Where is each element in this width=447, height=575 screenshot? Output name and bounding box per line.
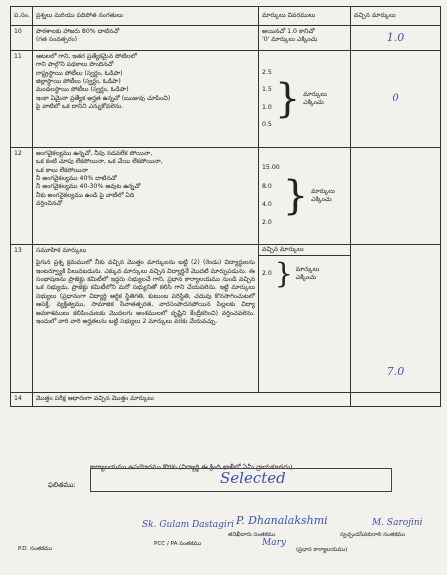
header-no: ప.సం.	[11, 7, 33, 26]
row-question: ఆటలలో గాని, ఇతర ప్రత్యేకమైన పోటిలలో గాని పాల్గొని పథకాలు పొందినచో రాష్ట్రస్థాయి పోటీలు (స్వర్ణం, ఓడిపా) జిల్లాస్థాయి పోటీలు (స్వర్ణం, ఓడిపా) మండలస్థాయి పోటీలు (స్వర్ణం, ఓడిపా) ఇంకా ఏమైనా ప్రత్యేక అర్హత ఉన్నచో (ఋజువు చూపించి) పై వాటిలో ఒక దానిని ఎన్నుకోవలెను.	[33, 51, 259, 148]
row-question: పాఠశాలకు హాజరు 80% దాటినచో (గత సంవత్సరం)	[33, 26, 259, 51]
brace-icon: }	[282, 173, 309, 219]
signature-extra: Mary	[262, 538, 286, 548]
row-paragraph: పైగున ప్రశ్న క్రమములో నీకు వచ్చిన మొత్తం మార్కులను బట్టి (2) (రెండు) విద్యార్థులను ఇంటర్వ్యూకి పిలువబడును. ఎక్కువ మార్కులు వచ్చిన విద్యార్థినే మొదటి మార్పుపడును. ఈ సంభాషణను ప్రాజెక్టు కమిటీలో ఇద్దరు సభ్యులచే గాని, ప్రధాన కార్యాలయము నుండి వచ్చిన ఒక సభ్యుడు, ప్రాజెక్టు కమిటీలోని మరో సభ్యునితో కలిసి గాని చేయవలెను. ఇట్టి మార్కులు సభ్యులు (ప్రధానంగా విద్యార్థి ఆర్థిక స్థితిగతి, కుటుంబ పరిస్థితి, చదువు కొనసాగించుటలో ఆసక్తి, వ్యక్తిత్వము, సామాజిక సేవాతత్పరత, వారసంపాదనపోయిన పిల్లలకు విద్యా అవకాశములు కలిపించుటకు మొదలగు అంశములలో దృష్టిని కేంద్రీకరించి) వర్తించవలెను. ఇందులో వారి వారి అర్హతలను బట్టి సభ్యులు 2 మార్కులు వరకు వేయవచ్చు.	[36, 259, 255, 325]
pcc-signature-label: PCC / PA సంతకము	[154, 541, 202, 547]
row-number: 10	[11, 26, 33, 51]
row-marks-detail: 2.5 1.5 1.0 0.5 } మార్కులు ఎక్కించు	[259, 51, 351, 148]
brace-icon: }	[274, 76, 301, 122]
row-number: 14	[11, 393, 33, 407]
signature-volunteer: M. Sarojini	[372, 518, 423, 528]
row-given-marks	[351, 148, 441, 245]
result-value: Selected	[220, 469, 286, 487]
row-given-marks: 1.0	[351, 26, 441, 51]
table-row	[11, 393, 441, 407]
header-question: ప్రశ్నలు మరియు పదిపోత నంగతులు	[33, 7, 259, 26]
row-number: 11	[11, 51, 33, 148]
row-given-marks	[351, 393, 441, 407]
office-use-note: కార్యాలయము ఉపయోగము కొరకు (విద్యార్థి ఈ క్రింది ఖాళీలో ఏమీ వ్రాయకూడదు).	[90, 463, 295, 471]
given-subheader: వచ్చిన మార్కులు	[259, 245, 350, 256]
header-marks-detail: మార్కులు వివరములు	[259, 7, 351, 26]
row-title: సమూహిక మార్కులు	[36, 247, 87, 254]
marks-table	[10, 6, 441, 407]
row-number: 12	[11, 148, 33, 245]
result-label: ఫలితము:	[48, 481, 76, 489]
row-number: 13	[11, 245, 33, 393]
pd-signature-label: P.D. సంతకము	[18, 546, 53, 552]
signature-inspector: P. Dhanalakshmi	[236, 514, 328, 527]
table-header-row	[11, 7, 441, 26]
table-row	[11, 26, 441, 51]
row-marks-detail: వచ్చిన మార్కులు 2.0 } మార్కులు ఎక్కించు	[259, 245, 351, 393]
row-marks-detail: 15.00 8.0 4.0 2.0 } మార్కులు ఎక్కించు	[259, 148, 351, 245]
header-given: వచ్చిన మార్కులు	[351, 7, 441, 26]
head-office-label: (ప్రధాన కార్యాలయము)	[296, 547, 348, 553]
row-question	[33, 245, 259, 393]
signature-pcc: Sk. Gulam Dastagiri	[142, 520, 234, 530]
table-row	[11, 51, 441, 148]
row-question: మొత్తం పరీక్ష ఆధారంగా వచ్చిన మొత్తం మార్కులు	[33, 393, 351, 407]
row-given-marks: 7.0	[351, 245, 441, 393]
row-marks-detail: అయినచో 1.0 కానిచో '0' మార్కులు ఎక్కించు	[259, 26, 351, 51]
table-row	[11, 245, 441, 393]
inspector-signature-label: తనిఖీదారు సంతకము	[228, 532, 276, 538]
row-given-marks: 0	[351, 51, 441, 148]
row-question: అంగవైకల్యము ఉన్నచో, నీవు నడవలేక పోయినా, ఒక కంటి చూపు లేకపోయినా, ఒక చేయి లేకపోయినా, ఒక కాలు లేకపోయినా నీ అంగవైకల్యము 40% దాటినచో నీ అంగవైకల్యము 40-30% అవుట ఉన్నచో నీకు అంగవైకల్యము ఉండి పై వాటిలో ఏది వర్తించినచో	[33, 148, 259, 245]
volunteer-signature-label: స్వచ్ఛందసేవకురాలి సంతకము	[340, 532, 406, 538]
brace-icon: }	[274, 257, 293, 291]
table-row	[11, 148, 441, 245]
